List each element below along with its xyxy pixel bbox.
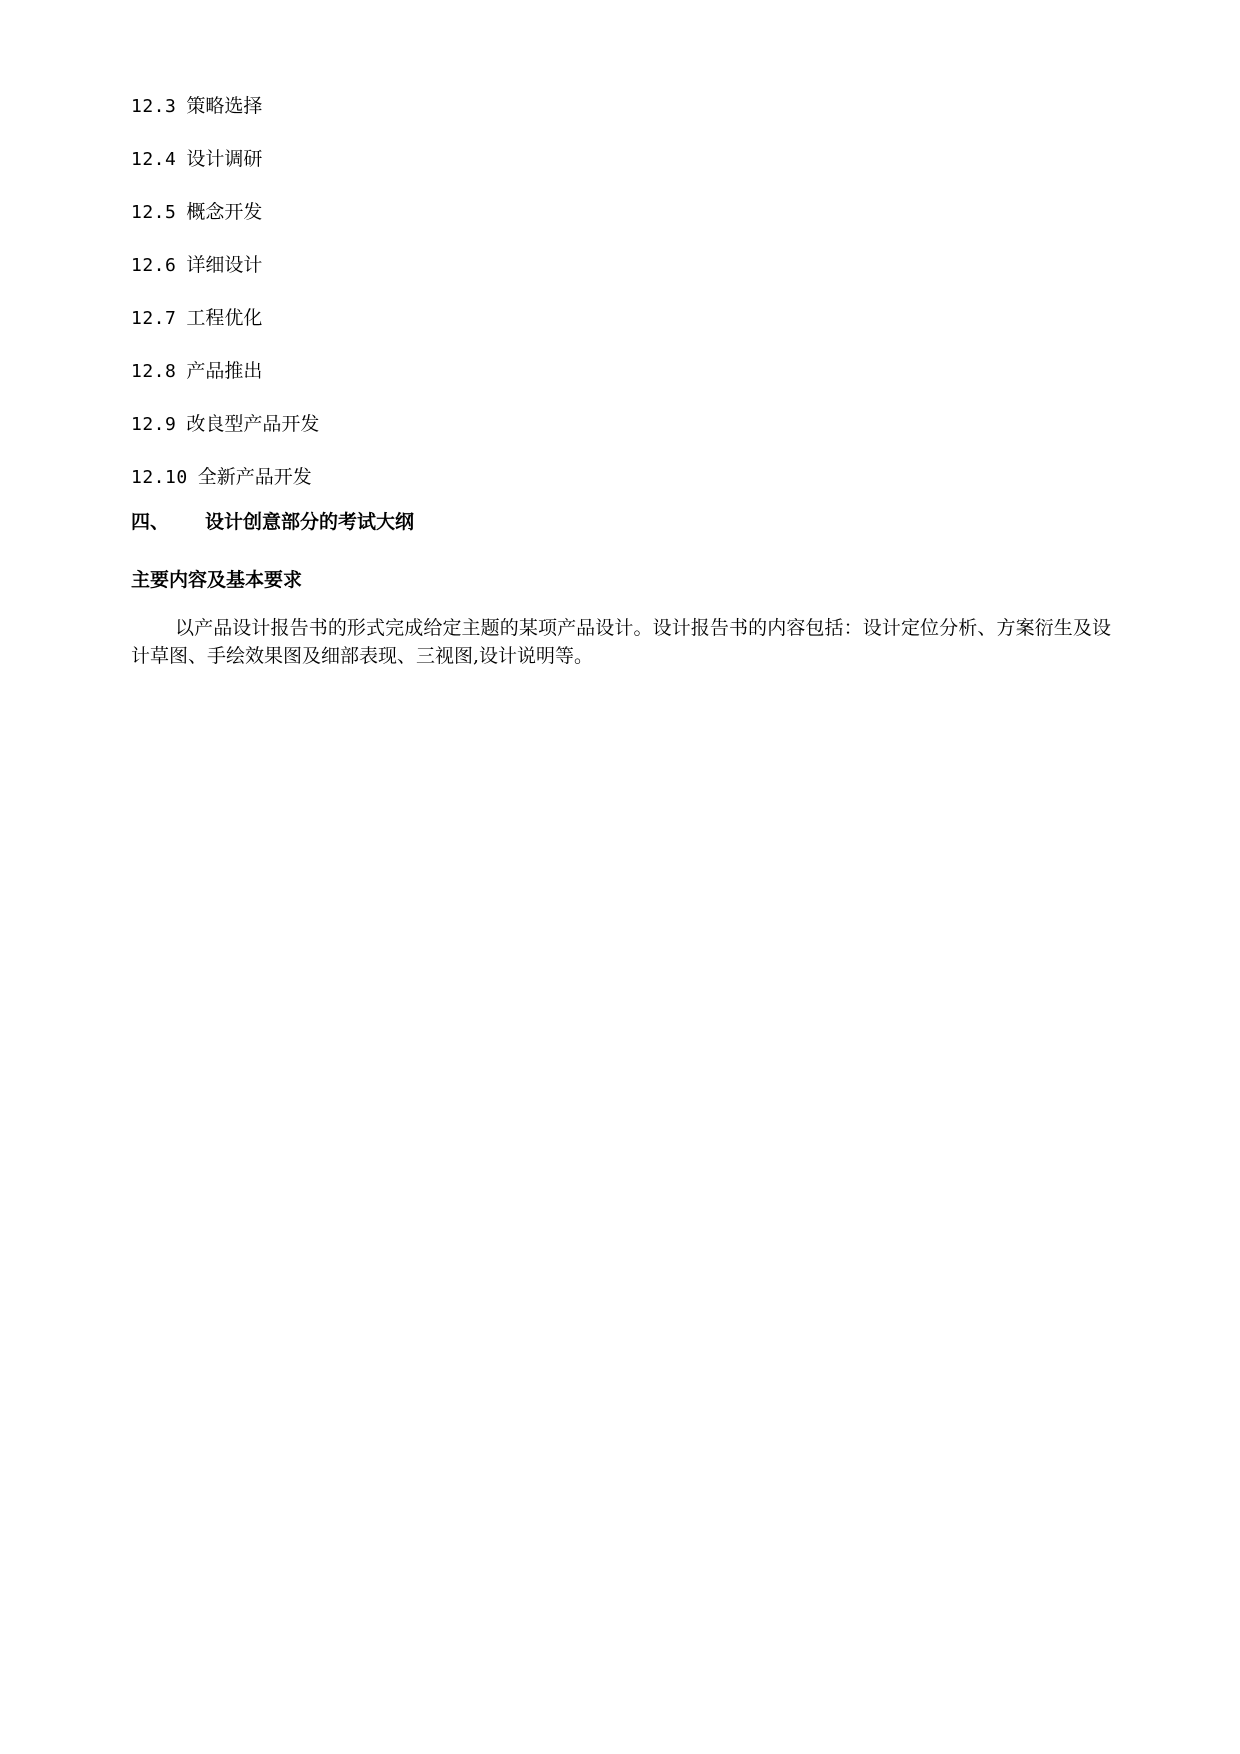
toc-item-text: 概念开发: [186, 201, 263, 223]
toc-item-text: 策略选择: [186, 95, 263, 117]
toc-item: [131, 306, 262, 331]
toc-item-number: 12.7: [131, 308, 177, 329]
section-number: 四、: [131, 511, 170, 533]
toc-item-text: 全新产品开发: [197, 466, 312, 488]
toc-item-text: 改良型产品开发: [186, 413, 320, 435]
toc-item: [131, 412, 319, 437]
toc-item: [131, 359, 262, 384]
toc-item: [131, 465, 312, 490]
section-title: 设计创意部分的考试大纲: [205, 511, 415, 533]
toc-item-number: 12.6: [131, 255, 177, 276]
toc-item-number: 12.4: [131, 149, 177, 170]
toc-item-number: 12.5: [131, 202, 177, 223]
toc-item-number: 12.10: [131, 467, 188, 488]
toc-item-number: 12.3: [131, 96, 177, 117]
body-paragraph: 以产品设计报告书的形式完成给定主题的某项产品设计。设计报告书的内容包括：设计定位分析、方案衍生及设计草图、手绘效果图及细部表现、三视图,设计说明等。: [131, 617, 1111, 667]
toc-item: [131, 94, 262, 119]
toc-item: [131, 147, 262, 172]
toc-item-text: 产品推出: [186, 360, 263, 382]
subheading: 主要内容及基本要求: [131, 569, 303, 591]
toc-item-text: 详细设计: [186, 254, 263, 276]
toc-item: [131, 200, 262, 225]
toc-item: [131, 253, 262, 278]
toc-item-number: 12.9: [131, 414, 177, 435]
toc-item-number: 12.8: [131, 361, 177, 382]
toc-item-text: 工程优化: [186, 307, 263, 329]
toc-item-text: 设计调研: [186, 148, 263, 170]
